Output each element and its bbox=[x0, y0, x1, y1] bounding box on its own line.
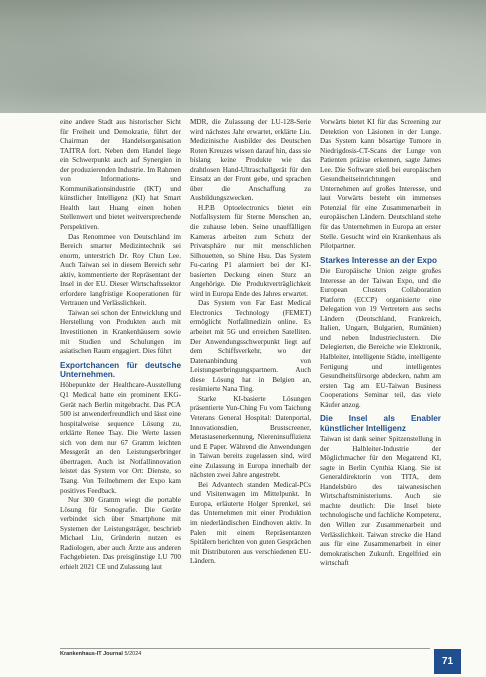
paragraph: H.P.B Optoelectronics bietet ein Notfallsystem für Sterne Menschen an, die zuhause leben. Seine unauffälligen Kameras arbeiten zum Schutz der Privatsphäre nur mit menschlichen Silhouetten, so Shine Hsu. Das System Fu-caring P1 alarmiert bei der KI-basierten Deckung einen Sturz an Angehörige. Die Produktverträglichkeit wird in Europa Ende des Jahres erwartet. bbox=[190, 203, 311, 298]
paragraph: Starke KI-basierte Lösungen präsentierte Yun-Ching Fu vom Taichung Veterans General Hospital: Datenportal, Innovationsdien, Brustscreener, Metastasenerkennung, Niereninsuffizienz und E Paper. Während die Anwendungen in Taiwan bereits zugelassen sind, wird eine Zulassung in Europa innerhalb der nächsten zwei Jahre angestrebt. bbox=[190, 394, 311, 480]
section-heading: Exportchancen für deutsche Unternehmen. bbox=[60, 360, 181, 380]
paragraph: eine andere Stadt aus historischer Sicht für Freiheit und Demokratie, führt der Chairman der Handelsorganisation TAITRA fort. Neben dem Handel liege ein Schwerpunkt auch auf Synergien in der produzierenden Industrie. Im Rahmen von Informations- und Kommunikationsindustrie (IKT) und künstlicher Intelligenz (KI) hat Smart Health laut Huang einen hohen Stellenwert und bietet weitversprechende Perspektiven. bbox=[60, 118, 181, 232]
paragraph: Die Europäische Union zeigte großes Interesse an der Taiwan Expo, und die European Clusters Collaboration Platform (ECCP) organisierte eine Delegation von 19 Vertretern aus sechs Ländern (Deutschland, Frankreich, Italien, Ungarn, Bulgarien, Rumänien) und neben Industrieclustern. Die Delegierten, die Bereiche wie Elektronik, Halbleiter, intelligente Städte, intelligente Fertigung und intelligentes Gesundheitsfürsorge abdecken, nahm am ersten Tag am EU-Taiwan Business Cooperations Seminar teil, das viele Käufer anzog. bbox=[320, 267, 441, 409]
paragraph: Höhepunkte der Healthcare-Ausstellung Q1 Medical hatte ein prominent EKG-Gerät nach Berlin mitgebracht. Das PCA 500 ist anwenderfreundlich und lässt eine hospitalweise sequence Lösung zu, erklärte Renee Tsay. Die Werte lassen sich von dem nur 67 Gramm leichten Messgerät an den Leistungserbringer übertragen. Auch ist Notfallinnovation leistet das System vor Ort: Dienste, so Tsang. Von Teilnehmern der Expo kam positives Feedback. bbox=[60, 381, 181, 495]
text-column-1 bbox=[60, 118, 181, 572]
header-photo-shade bbox=[0, 0, 486, 113]
paragraph: Nur 300 Gramm wiegt die portable Lösung für Sonografie. Die Geräte verbindet sich über Smartphone mit Systemen der Leistungsträger, beschrieb Michael Liu, Gründerin nutzen es Radiologen, aber auch Ärzte aus anderen Fachgebieten. Das preisgünstige LU 700 erhielt 2021 CE und Zulassung laut bbox=[60, 496, 181, 571]
paragraph: Taiwan ist dank seiner Spitzenstellung in der Halbleiter-Industrie der Möglichmacher für den Megatrend KI, sagte in Berlin Cynthia Kiang. Sie ist Generaldirektorin von TITA, dem Handelsbüro des taiwanesischen Wirtschaftsministeriums. Auch sie machte deutlich: Die Insel biete technologische und fachliche Kompetenz, den Willen zur Zusammenarbeit und Verlässlichkeit. Taiwan strecke die Hand aus für eine Zusammenarbeit in einer demokratischen Zukunft. Engelfried ein wirtschaft bbox=[320, 435, 441, 568]
journal-name: Krankenhaus-IT Journal bbox=[60, 651, 123, 657]
text-column-2 bbox=[190, 118, 311, 567]
paragraph: MDR, die Zulassung der LU-128-Serie wird nächstes Jahr erwartet, erklärte Liu. Medizinische Ausbilder des Deutschen Roten Kreuzes wissen darauf hin, dass sie bislang keine Produkte wie das drahtlosen Hand-Ultraschallgerät für den Einsatz an der Front gebe, und sprachen über die Anschaffung zu Ausbildungszwecken. bbox=[190, 118, 311, 203]
paragraph: Taiwan sei schon der Entwicklung und Herstellung von Produkten auch mit Investitionen in Krankenhäusern sowie mit Studien und Schulungen im asiatischen Raum engagiert. Dies führt bbox=[60, 308, 181, 356]
journal-issue: 5/2024 bbox=[124, 651, 142, 657]
paragraph: Vorwärts bietet KI für das Screening zur Detektion von Läsionen in der Lunge. Das System kann bösartige Tumore in Niedrigdosis-CT-Scans der Lunge von Patienten präzise erkennen, sagte James Lee. Die Software stieß bei europäischen Gesundheitseinrichtungen und Unternehmen auf großes Interesse, und laut Vorwärts besteht ein immenses Potenzial für eine Zusammenarbeit in europäischen Ländern. Deutschland stehe für das Unternehmen in Europa an erster Stelle. Gesucht wird ein Krankenhaus als Pilotpartner. bbox=[320, 118, 441, 251]
paragraph: Bei Advantech standen Medical-PCs und Visitenwagen im Mittelpunkt. In Europa, erläuterte Holger Sprenkel, sei das Unternehmen mit einer Produktion im niederländischen Eindhoven aktiv. In Palen mit einem Repräsentanzen Spitälern berichten von guten Gesprächen mit Distributoren aus verschiedenen EU-Ländern. bbox=[190, 480, 311, 566]
paragraph: Das Renommee von Deutschland im Bereich smarter Medizintechnik sei enorm, unterstrich Dr. Roy Chun Lee. Auch Taiwan sei in diesem Bereich sehr aktiv, kommentierte der Repräsentant der Insel in der EU. Dieser Wirtschaftssektor erfordere langfristige Kooperationen für Vertrauen und Verlässlichkeit. bbox=[60, 232, 181, 308]
page-number: 71 bbox=[434, 649, 461, 674]
paragraph: Das System von Far East Medical Electronics Technology (FEMET) ermöglicht Notfallmedizin online. Es arbeitet mit 5G und erreichen Satelliten. Der Anwendungsschwerpunkt liegt auf dem Schiffsverkehr, wo der Datenanbindung von Leistungserbringungspartnern. Auch diese Lösung hat in Belgien an, resümierte Nana Ting. bbox=[190, 299, 311, 394]
footer-divider bbox=[60, 648, 430, 649]
section-heading: Die Insel als Enabler künstlicher Intelligenz bbox=[320, 414, 441, 433]
section-heading: Starkes Interesse an der Expo bbox=[320, 255, 437, 265]
footer-journal bbox=[60, 651, 141, 657]
text-column-3 bbox=[320, 118, 441, 569]
